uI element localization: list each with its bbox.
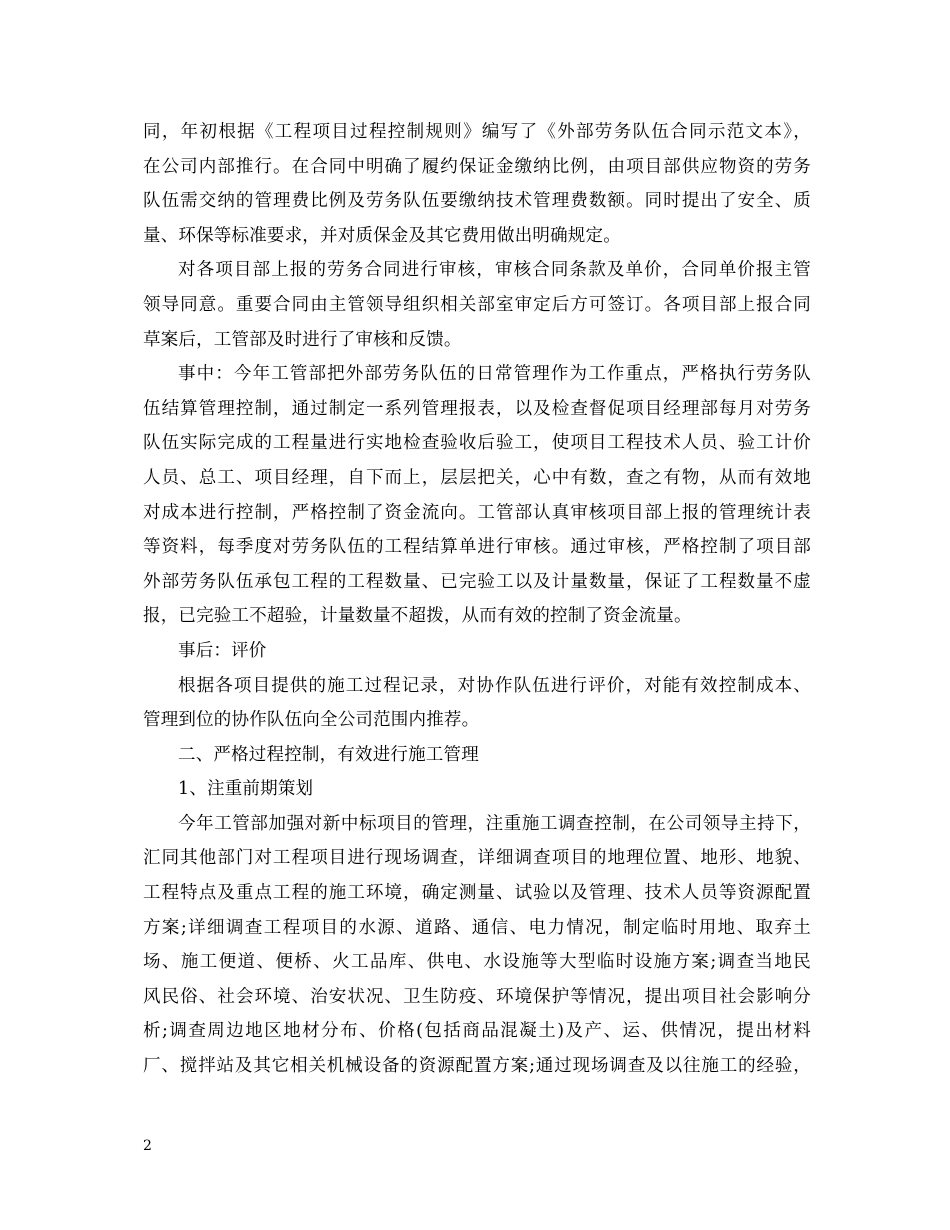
- paragraph-line: 草案后，工管部及时进行了审核和反馈。: [143, 329, 462, 350]
- paragraph-line: 队伍实际完成的工程量进行实地检查验收后验工，使项目工程技术人员、验工计价: [143, 433, 811, 454]
- paragraph-line: 根据各项目提供的施工过程记录，对协作队伍进行评价，对能有效控制成本、: [178, 675, 811, 696]
- page-number: 2: [143, 1138, 152, 1154]
- paragraph-line: 管理到位的协作队伍向全公司范围内推荐。: [143, 710, 480, 731]
- paragraph-line: 厂、搅拌站及其它相关机械设备的资源配置方案;通过现场调查及以往施工的经验，: [143, 1056, 811, 1077]
- paragraph-line: 事中：今年工管部把外部劳务队伍的日常管理作为工作重点，严格执行劳务队: [178, 364, 811, 385]
- paragraph-line: 1、注重前期策划: [178, 779, 314, 800]
- paragraph-line: 外部劳务队伍承包工程的工程数量、已完验工以及计量数量，保证了工程数量不虚: [143, 571, 811, 592]
- paragraph-line: 对成本进行控制，严格控制了资金流向。工管部认真审核项目部上报的管理统计表: [143, 502, 811, 523]
- paragraph-line: 在公司内部推行。在合同中明确了履约保证金缴纳比例，由项目部供应物资的劳务: [143, 156, 811, 177]
- paragraph-line: 场、施工便道、便桥、火工品库、供电、水设施等大型临时设施方案;调查当地民: [143, 952, 811, 973]
- paragraph-line: 事后：评价: [178, 640, 267, 661]
- body-text: [143, 115, 811, 1084]
- paragraph-line: 工程特点及重点工程的施工环境，确定测量、试验以及管理、技术人员等资源配置: [143, 883, 811, 904]
- paragraph-line: 领导同意。重要合同由主管领导组织相关部室审定后方可签订。各项目部上报合同: [143, 294, 811, 315]
- paragraph-line: 汇同其他部门对工程项目进行现场调查，详细调查项目的地理位置、地形、地貌、: [143, 848, 811, 869]
- paragraph-line: 对各项目部上报的劳务合同进行审核，审核合同条款及单价，合同单价报主管: [178, 260, 811, 281]
- paragraph-line: 量、环保等标准要求，并对质保金及其它费用做出明确规定。: [143, 225, 621, 246]
- paragraph-line: 伍结算管理控制，通过制定一系列管理报表，以及检查督促项目经理部每月对劳务: [143, 398, 811, 419]
- paragraph-line: 二、严格过程控制，有效进行施工管理: [178, 744, 479, 765]
- paragraph-line: 风民俗、社会环境、治安状况、卫生防疫、环境保护等情况，提出项目社会影响分: [143, 986, 811, 1007]
- paragraph-line: 报，已完验工不超验，计量数量不超拨，从而有效的控制了资金流量。: [143, 606, 692, 627]
- paragraph-line: 队伍需交纳的管理费比例及劳务队伍要缴纳技术管理费数额。同时提出了安全、质: [143, 191, 811, 212]
- paragraph-line: 人员、总工、项目经理，自下而上，层层把关，心中有数，查之有物，从而有效地: [143, 467, 811, 488]
- paragraph-line: 同，年初根据《工程项目过程控制规则》编写了《外部劳务队伍合同示范文本》，: [143, 122, 811, 142]
- paragraph-line: 方案;详细调查工程项目的水源、道路、通信、电力情况，制定临时用地、取弃土: [143, 917, 811, 938]
- paragraph-line: 析;调查周边地区地材分布、价格(包括商品混凝土)及产、运、供情况，提出材料: [143, 1021, 811, 1042]
- paragraph-line: 今年工管部加强对新中标项目的管理，注重施工调查控制，在公司领导主持下，: [178, 813, 811, 834]
- paragraph-line: 等资料，每季度对劳务队伍的工程结算单进行审核。通过审核，严格控制了项目部: [143, 537, 811, 558]
